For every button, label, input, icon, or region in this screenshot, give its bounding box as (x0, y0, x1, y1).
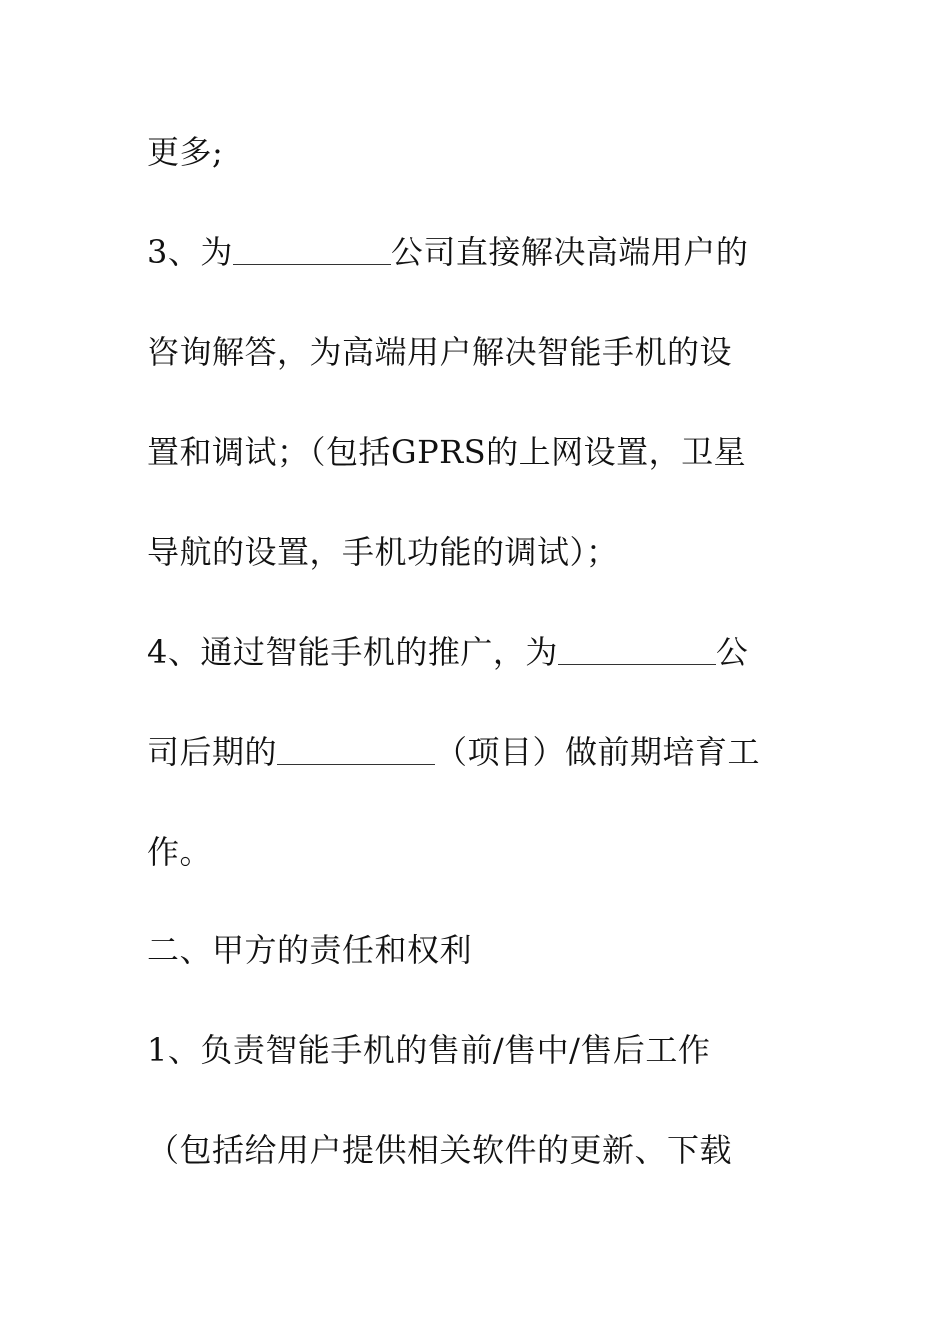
line-text-before: 司后期的 (147, 733, 278, 771)
text-line-6 (147, 630, 748, 674)
text-line-11 (147, 1128, 732, 1172)
text-line-10 (147, 1028, 710, 1072)
fill-in-blank (277, 732, 435, 765)
line-text: 1、负责智能手机的售前/售中/售后工作 (147, 1031, 711, 1069)
line-text-after: 公 (715, 633, 749, 671)
heading-text: 二、甲方的责任和权利 (147, 931, 473, 969)
text-line-2 (147, 230, 748, 274)
line-text: （包括给用户提供相关软件的更新、下载 (147, 1131, 733, 1169)
line-text: 导航的设置，手机功能的调试）； (147, 533, 619, 571)
section-heading (147, 928, 472, 972)
text-line-3 (147, 330, 732, 374)
line-text-after: （项目）做前期培育工 (435, 733, 761, 771)
fill-in-blank (558, 632, 716, 665)
line-text: 咨询解答，为高端用户解决智能手机的设 (147, 333, 733, 371)
line-text-before: 4、通过智能手机的推广，为 (147, 633, 558, 671)
line-text: 作。 (147, 833, 213, 871)
text-line-7 (147, 730, 760, 774)
line-text-after: 公司直接解决高端用户的 (390, 233, 749, 271)
fill-in-blank (233, 232, 391, 265)
line-text-before: 3、为 (147, 233, 233, 271)
text-line-4 (147, 430, 746, 474)
text-line-8 (147, 830, 212, 874)
line-text: 更多; (147, 133, 224, 171)
line-text: 置和调试；（包括GPRS的上网设置，卫星 (147, 433, 747, 471)
text-line-5 (147, 530, 619, 574)
text-line-1 (147, 130, 223, 174)
